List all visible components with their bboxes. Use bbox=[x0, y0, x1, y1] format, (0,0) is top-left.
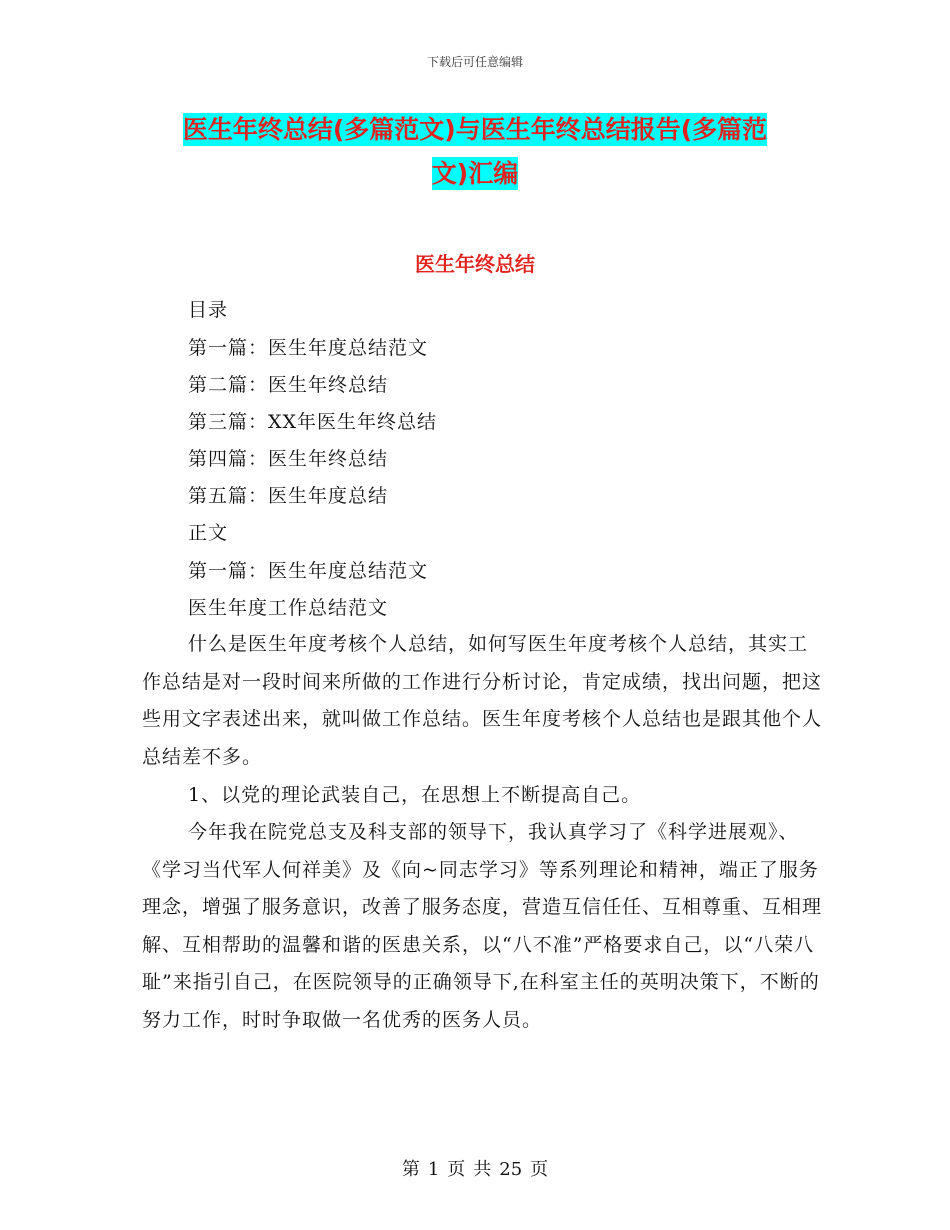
toc-label: 目录 bbox=[188, 299, 229, 321]
toc-item-4: 第四篇：医生年终总结 bbox=[188, 448, 389, 470]
footer-total-prefix: 共 bbox=[473, 1159, 492, 1180]
toc-item-1: 第一篇：医生年度总结范文 bbox=[188, 337, 429, 359]
footer-page-mid: 页 bbox=[447, 1159, 466, 1180]
footer-total-pages: 25 bbox=[499, 1159, 523, 1180]
body-label: 正文 bbox=[188, 522, 229, 544]
footer-page-number: 1 bbox=[427, 1159, 440, 1180]
document-title-line-1: 医生年终总结(多篇范文)与医生年终总结报告(多篇范 bbox=[182, 115, 768, 144]
paragraph-study: 今年我在院党总支及科支部的领导下，我认真学习了《科学进展观》、《学习当代军人何祥美》及《向~同志学习》等系列理论和精神，端正了服务理念，增强了服务意识，改善了服务态度，营造互信任任、互相尊重、互相理解、互相帮助的温馨和谐的医患关系，以“八不准”严格要求自己，以“八荣八耻”来指引自己，在医院领导的正确领导下,在科室主任的英明决策下，不断的努力工作，时时争取做一名优秀的医务人员。 bbox=[142, 821, 823, 1031]
point-1: 1、以党的理论武装自己，在思想上不断提高自己。 bbox=[188, 784, 642, 806]
document-title-line-2: 文)汇编 bbox=[431, 159, 519, 188]
toc-item-2: 第二篇：医生年终总结 bbox=[188, 374, 389, 396]
toc-item-5: 第五篇：医生年度总结 bbox=[188, 485, 389, 507]
footer-page-prefix: 第 bbox=[401, 1159, 420, 1180]
toc-item-3: 第三篇：XX年医生年终总结 bbox=[188, 411, 438, 433]
paragraph-intro: 什么是医生年度考核个人总结，如何写医生年度考核个人总结，其实工作总结是对一段时间来所做的工作进行分析讨论，肯定成绩，找出问题，把这些用文字表述出来，就叫做工作总结。医生年度考核个人总结也是跟其他个人总结差不多。 bbox=[142, 633, 823, 768]
document-title bbox=[130, 108, 820, 196]
section-title: 医生年终总结 bbox=[415, 252, 535, 276]
chapter-subheading: 医生年度工作总结范文 bbox=[188, 597, 389, 619]
header-note: 下载后可任意编辑 bbox=[426, 55, 523, 69]
chapter-heading: 第一篇：医生年度总结范文 bbox=[188, 560, 429, 582]
footer-total-suffix: 页 bbox=[530, 1159, 549, 1180]
page-footer bbox=[0, 1155, 950, 1181]
